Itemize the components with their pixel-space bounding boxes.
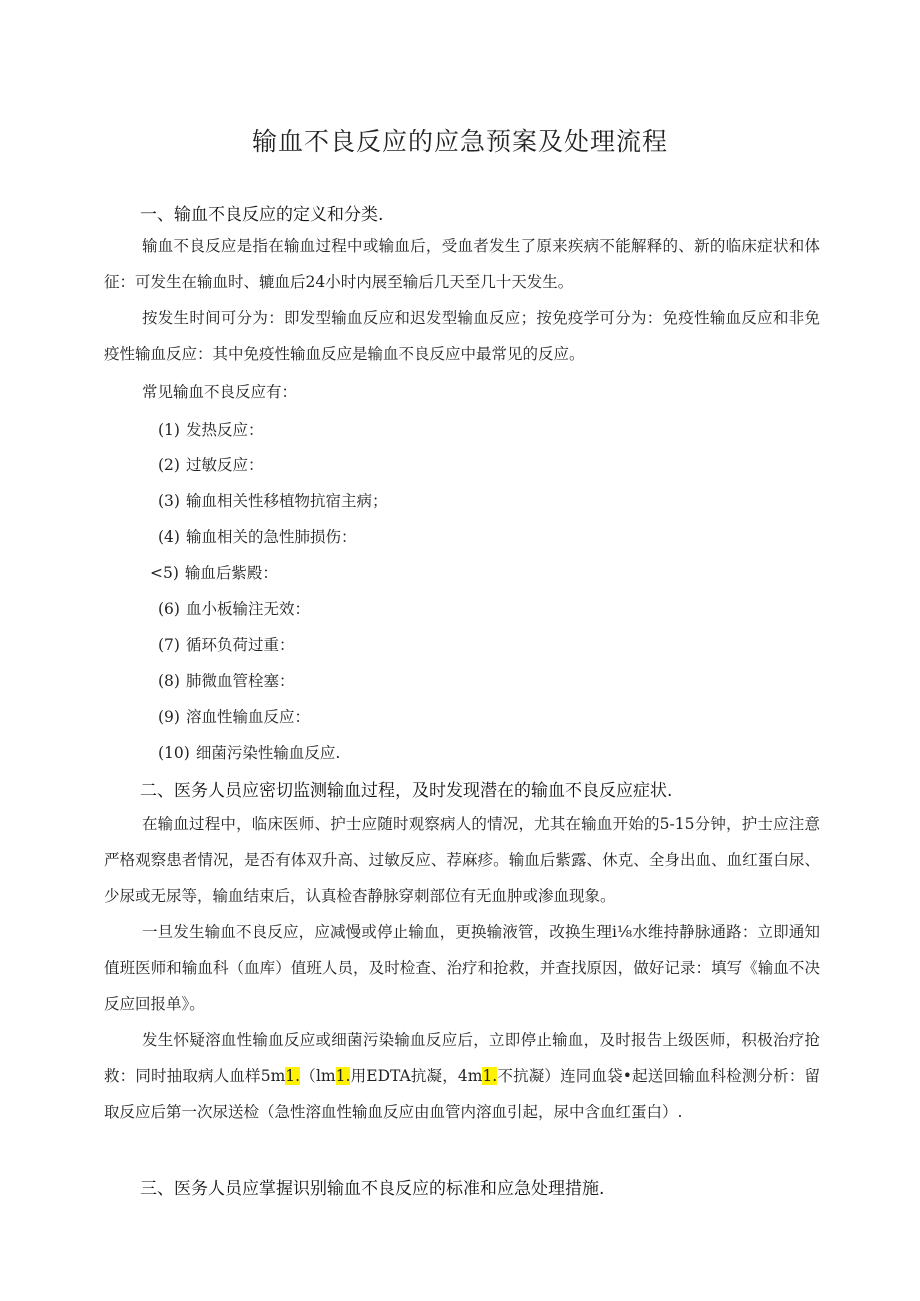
list-item: (1) 发热反应： bbox=[158, 421, 264, 439]
list-item: (3) 输血相关性移植物抗宿主病； bbox=[158, 492, 388, 510]
section-1-paragraph-3: 常见输血不良反应有： bbox=[142, 383, 298, 401]
section-2-paragraph-2: 一旦发生输血不良反应，应减慢或停止输血，更换输液管，改换生理i⅛水维持静脉通路：立即通知值班医师和输血科（血库）值班人员，及时检查、治疗和抢救，并查找原因，做好记录：填写《输血不决反应回报单》。 bbox=[104, 923, 820, 1013]
list-item: (6) 血小板输注无效： bbox=[158, 600, 311, 618]
section-2-paragraph-1: 在输血过程中，临床医师、护士应随时观察病人的情况，尤其在输血开始的5-15分钟，护士应注意严格观察患者情况，是否有体双升高、过敏反应、荐麻疹。输血后紫露、休克、全身出血、血红蛋白尿、少尿或无尿等，输血结束后，认真检杳静脉穿刺部位有无血肿或渗血现象。 bbox=[104, 815, 820, 905]
list-item: (8) 肺微血管栓塞： bbox=[158, 672, 295, 690]
list-item: <5) 输血后紫殿： bbox=[150, 564, 278, 582]
section-1-paragraph-2: 按发生时间可分为：即发型输血反应和迟发型输血反应；按免疫学可分为：免疫性输血反应和非免疫性输血反应：其中免疫性输血反应是输血不良反应中最常见的反应。 bbox=[104, 309, 820, 363]
section-3-heading: 三、医务人员应掌握识别输血不良反应的标准和应急处理措施. bbox=[140, 1179, 605, 1199]
section-2-paragraph-3: 发生怀疑溶血性输血反应或细菌污染输血反应后，立即停止输血，及时报告上级医师，积极治疗抢救：同时抽取病人血样5m1.（lm1.用EDTA抗凝，4m1.不抗凝）连同血袋•起送回输血科检测分析：留取反应后第一次尿送检（急性溶血性输血反应由血管内溶血引起，尿中含血红蛋白）. bbox=[104, 1031, 821, 1121]
page-title: 输血不良反应的应急预案及处理流程 bbox=[251, 127, 668, 156]
list-item: (9) 溶血性输血反应： bbox=[158, 708, 311, 726]
list-item: (4) 输血相关的急性肺损伤： bbox=[158, 528, 357, 546]
highlight: 1. bbox=[285, 1067, 301, 1085]
highlight: 1. bbox=[482, 1067, 498, 1085]
section-1-paragraph-1: 输血不良反应是指在输血过程中或输血后，受血者发生了原来疾病不能解释的、新的临床症状和体征：可发生在输血时、辘血后24小时内展至输后几天至几十天发生。 bbox=[104, 237, 820, 291]
section-1-heading: 一、输血不良反应的定义和分类. bbox=[140, 205, 384, 225]
highlight: 1. bbox=[335, 1067, 351, 1085]
list-item: (7) 循环负荷过重： bbox=[158, 636, 295, 654]
list-item: (2) 过敏反应： bbox=[158, 456, 264, 474]
section-2-heading: 二、医务人员应密切监测输血过程，及时发现潜在的输血不良反应症状. bbox=[140, 781, 673, 801]
list-item: (10) 细菌污染性输血反应. bbox=[158, 744, 341, 762]
